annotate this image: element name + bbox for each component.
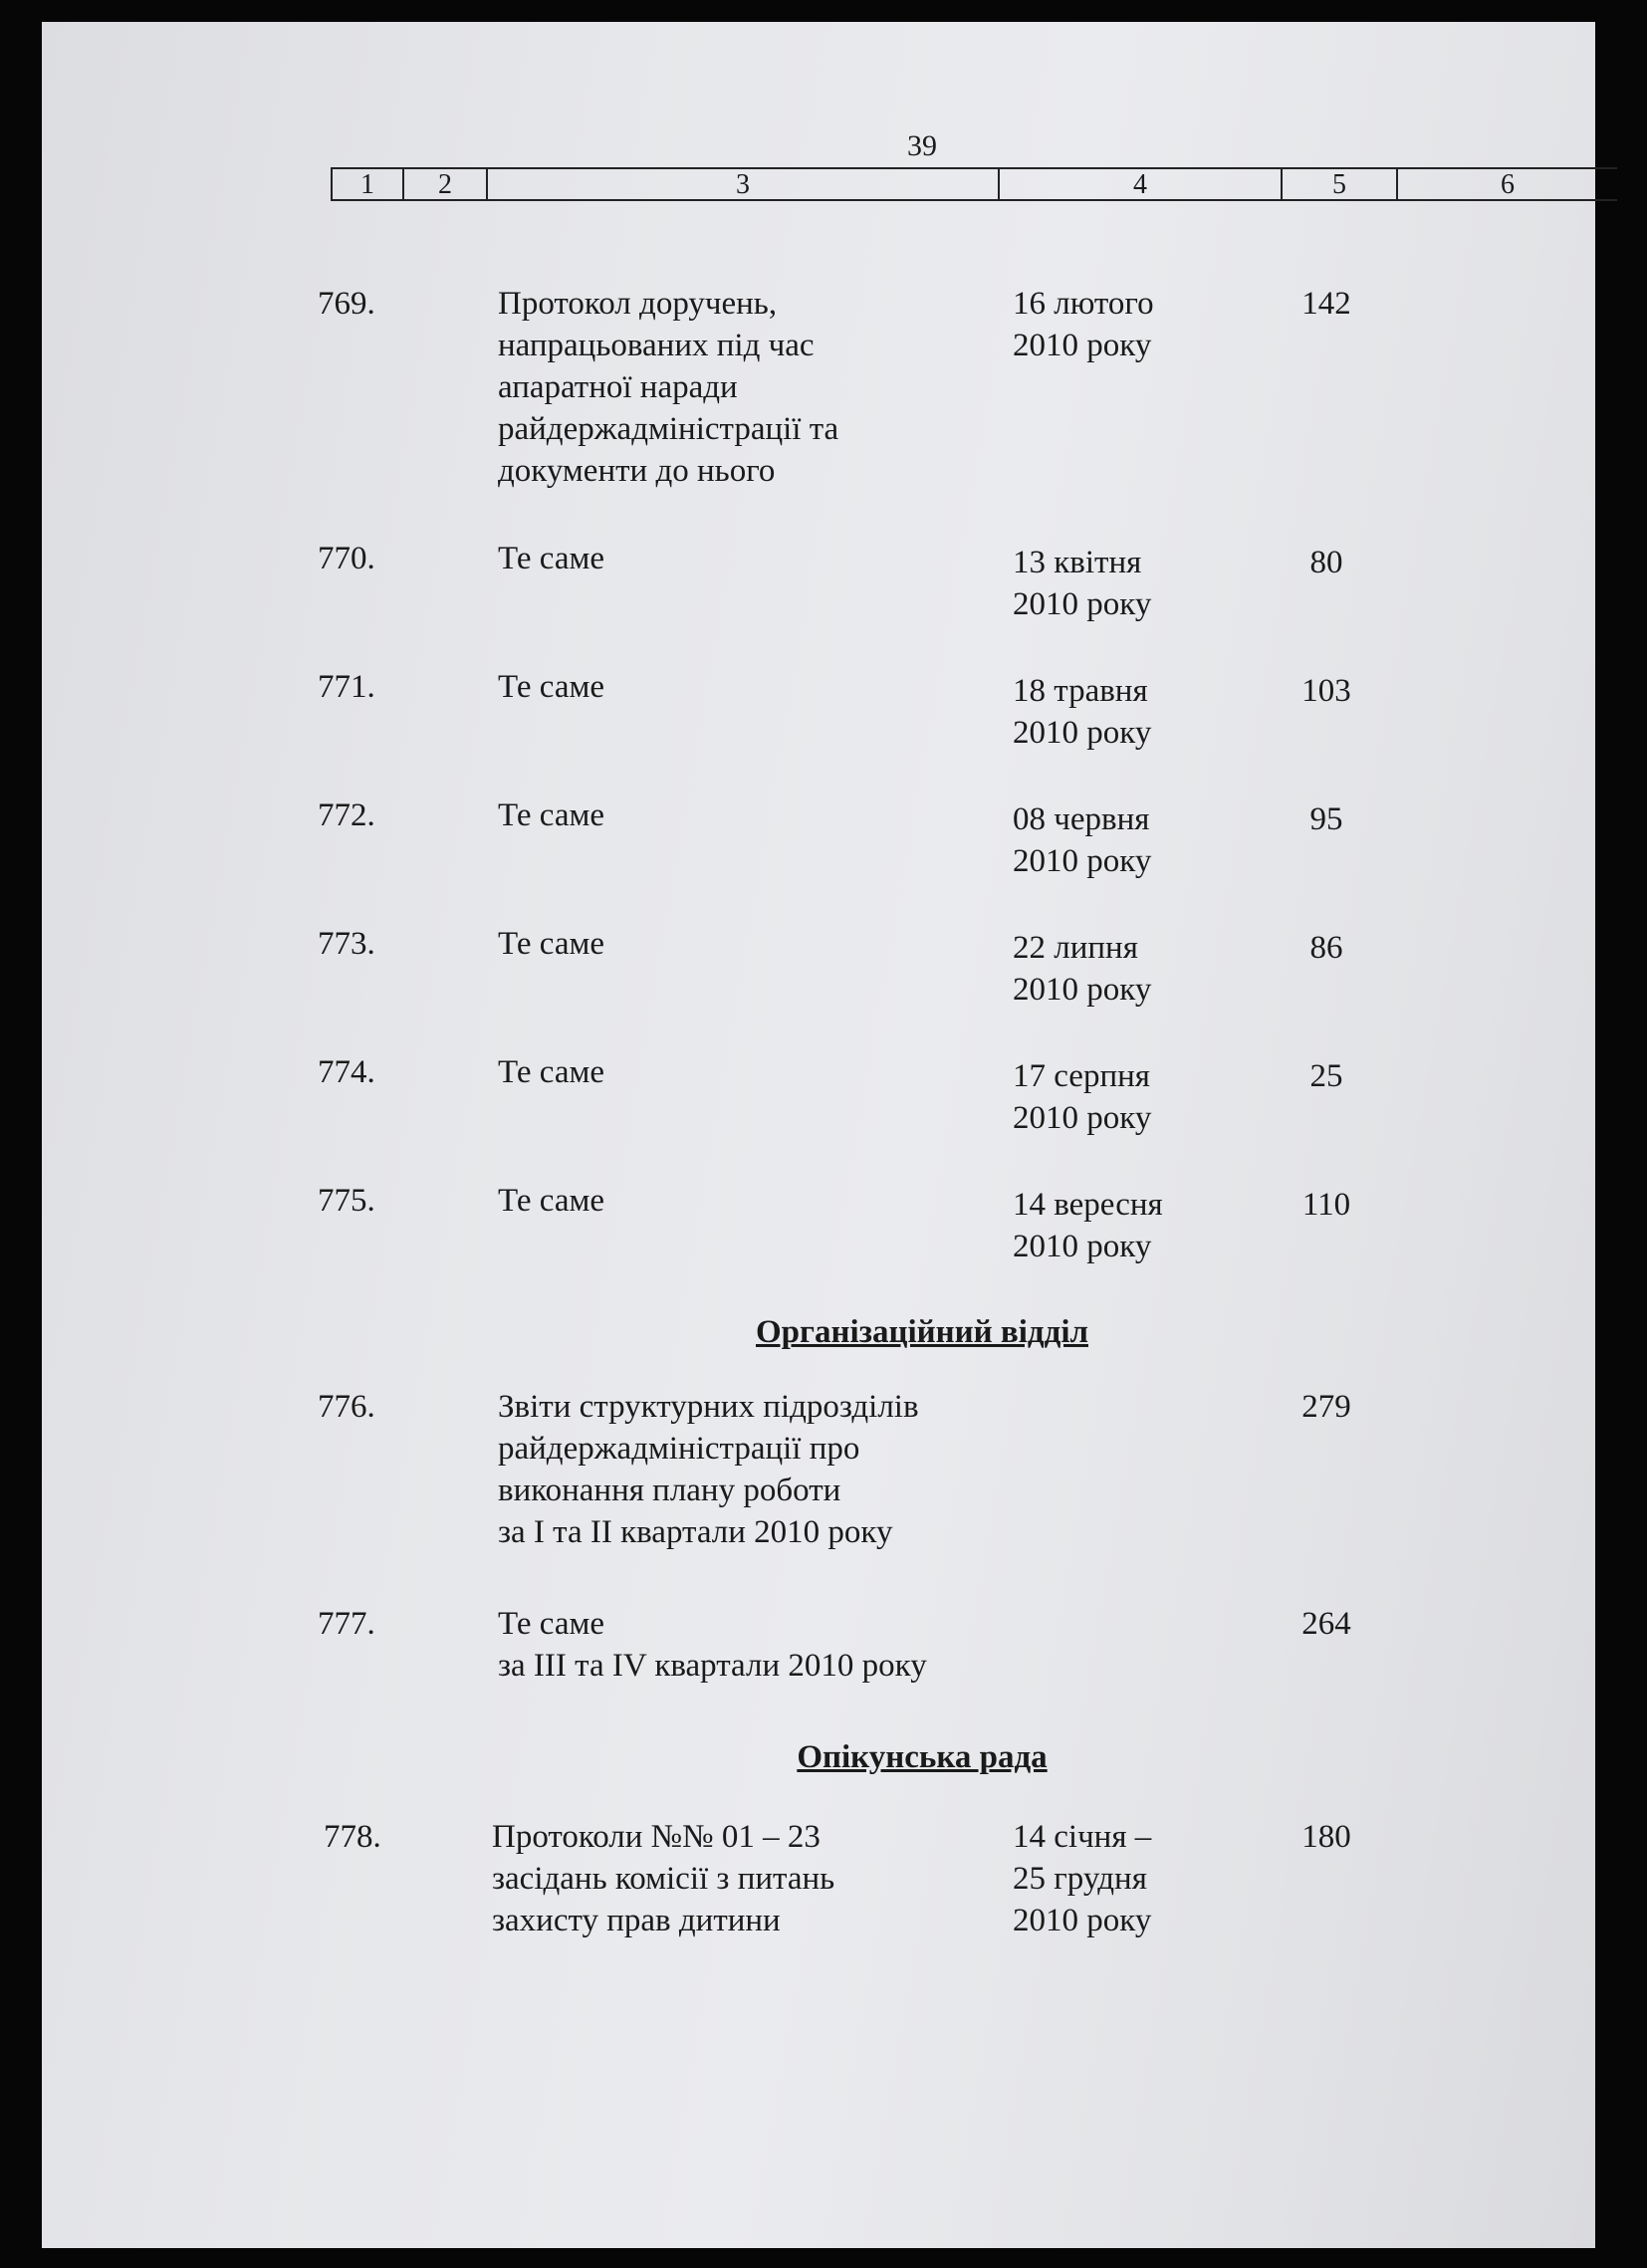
- entry-number: 774.: [318, 1054, 375, 1090]
- entry-date: 17 серпня 2010 року: [1013, 1058, 1152, 1136]
- entry-title: Те саме за III та IV квартали 2010 року: [498, 1606, 927, 1684]
- entry-date: 18 травня 2010 року: [1013, 673, 1152, 751]
- entry-title: Те саме: [498, 1183, 605, 1219]
- header-col-3: 3: [486, 167, 998, 201]
- entry-number: 777.: [318, 1606, 375, 1642]
- entry-date: 08 червня 2010 року: [1013, 801, 1152, 879]
- entry-date: 22 липня 2010 року: [1013, 930, 1152, 1008]
- entry-title: Протоколи №№ 01 – 23 засідань комісії з питань захисту прав дитини: [492, 1819, 835, 1938]
- entry-title: Те саме: [498, 669, 605, 705]
- entry-number: 770.: [318, 541, 375, 576]
- page-number: 39: [907, 129, 937, 162]
- entry-title: Те саме: [498, 541, 605, 576]
- entry-number: 769.: [318, 286, 375, 322]
- entry-number: 776.: [318, 1389, 375, 1425]
- entry-sheet-count: 110: [1301, 1187, 1351, 1223]
- table-header: [331, 167, 1617, 201]
- section-heading-guardianship: Опікунська рада: [797, 1739, 1048, 1775]
- entry-number: 773.: [318, 926, 375, 962]
- entry-sheet-count: 264: [1301, 1606, 1351, 1642]
- entry-date: 14 вересня 2010 року: [1013, 1187, 1163, 1264]
- header-col-4: 4: [998, 167, 1281, 201]
- entry-title: Те саме: [498, 926, 605, 962]
- entry-sheet-count: 142: [1301, 286, 1351, 322]
- entry-number: 778.: [324, 1819, 381, 1855]
- header-col-1: 1: [331, 167, 402, 201]
- entry-date: 13 квітня 2010 року: [1013, 545, 1152, 622]
- entry-sheet-count: 25: [1309, 1058, 1343, 1094]
- entry-date: 16 лютого 2010 року: [1013, 286, 1154, 363]
- entry-sheet-count: 86: [1309, 930, 1343, 966]
- header-col-5: 5: [1281, 167, 1396, 201]
- entry-number: 771.: [318, 669, 375, 705]
- entry-title: Звіти структурних підрозділів райдержадміністрації про виконання плану роботи за I та II квартали 2010 року: [498, 1389, 919, 1550]
- entry-title: Протокол доручень, напрацьованих під час апаратної наради райдержадміністрації та документи до нього: [498, 286, 839, 489]
- entry-number: 772.: [318, 797, 375, 833]
- entry-title: Те саме: [498, 797, 605, 833]
- header-col-6: 6: [1396, 167, 1617, 201]
- entry-title: Те саме: [498, 1054, 605, 1090]
- entry-sheet-count: 279: [1301, 1389, 1351, 1425]
- entry-sheet-count: 95: [1309, 801, 1343, 837]
- entry-sheet-count: 103: [1301, 673, 1351, 709]
- section-heading-organizational: Організаційний відділ: [756, 1314, 1088, 1350]
- header-col-2: 2: [402, 167, 486, 201]
- entry-sheet-count: 80: [1309, 545, 1343, 580]
- entry-sheet-count: 180: [1301, 1819, 1351, 1855]
- entry-date: 14 січня – 25 грудня 2010 року: [1013, 1819, 1152, 1938]
- document-page: [42, 22, 1595, 2248]
- entry-number: 775.: [318, 1183, 375, 1219]
